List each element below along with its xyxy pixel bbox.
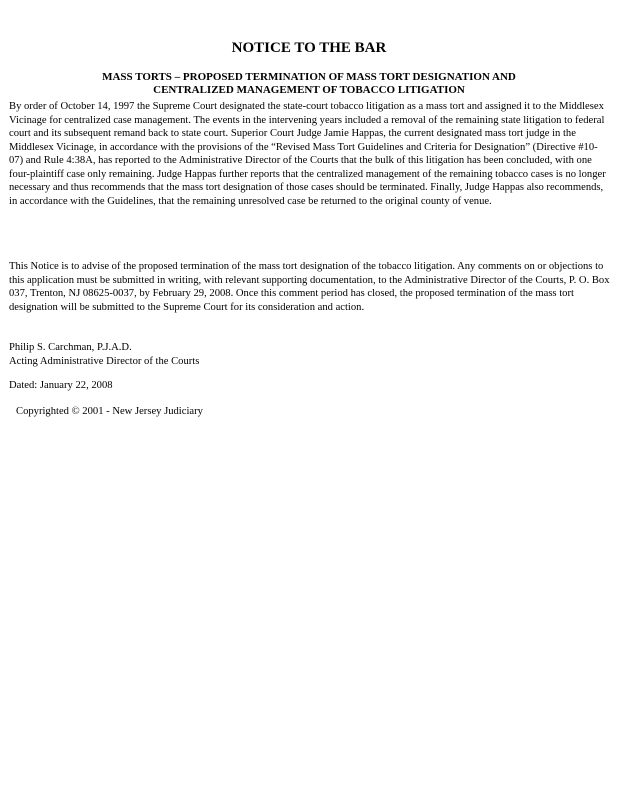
body-paragraph-2: This Notice is to advise of the proposed termination of the mass tort designation of the tobacco litigation. Any comments on or objections to this application must be submitted in writing, with relevant supporting documentation, to the Administrative Director of the Courts, P. O. Box 037, Trenton, NJ 08625-0037, by February 29, 2008. Once this comment period has closed, the proposed termination of the mass tort designation will be submitted to the Supreme Court for its consideration and action. xyxy=(9,261,610,313)
signature-block xyxy=(9,341,199,368)
body-paragraph-1: By order of October 14, 1997 the Supreme Court designated the state-court tobacco litigation as a mass tort and assigned it to the Middlesex Vicinage for centralized case management. The events in the intervening years included a removal of the remaining state litigation to federal court and its subsequent remand back to state court. Superior Court Judge Jamie Happas, the current designated mass tort judge in the Middlesex Vicinage, in accordance with the provisions of the “Revised Mass Tort Guidelines and Criteria for Designation” (Directive #10-07) and Rule 4:38A, has reported to the Administrative Director of the Courts that the bulk of this litigation has been concluded, with one four-plaintiff case only remaining. Judge Happas further reports that the centralized management of the remaining tobacco cases is no longer necessary and thus recommends that the mass tort designation of those cases should be terminated. Finally, Judge Happas also recommends, in accordance with the Guidelines, that the remaining unresolved case be returned to the original county of venue. xyxy=(9,101,606,207)
signatory-title: Acting Administrative Director of the Courts xyxy=(9,355,200,367)
copyright-notice: Copyrighted © 2001 - New Jersey Judiciary xyxy=(16,406,203,417)
subtitle-line-1: MASS TORTS – PROPOSED TERMINATION OF MASS TORT DESIGNATION AND xyxy=(102,71,516,83)
subtitle-line-2: CENTRALIZED MANAGEMENT OF TOBACCO LITIGATION xyxy=(153,84,465,96)
notice-title: NOTICE TO THE BAR xyxy=(231,40,387,56)
dated-line: Dated: January 22, 2008 xyxy=(9,380,113,391)
notice-subtitle xyxy=(40,71,578,97)
signatory-name: Philip S. Carchman, P.J.A.D. xyxy=(9,342,132,353)
